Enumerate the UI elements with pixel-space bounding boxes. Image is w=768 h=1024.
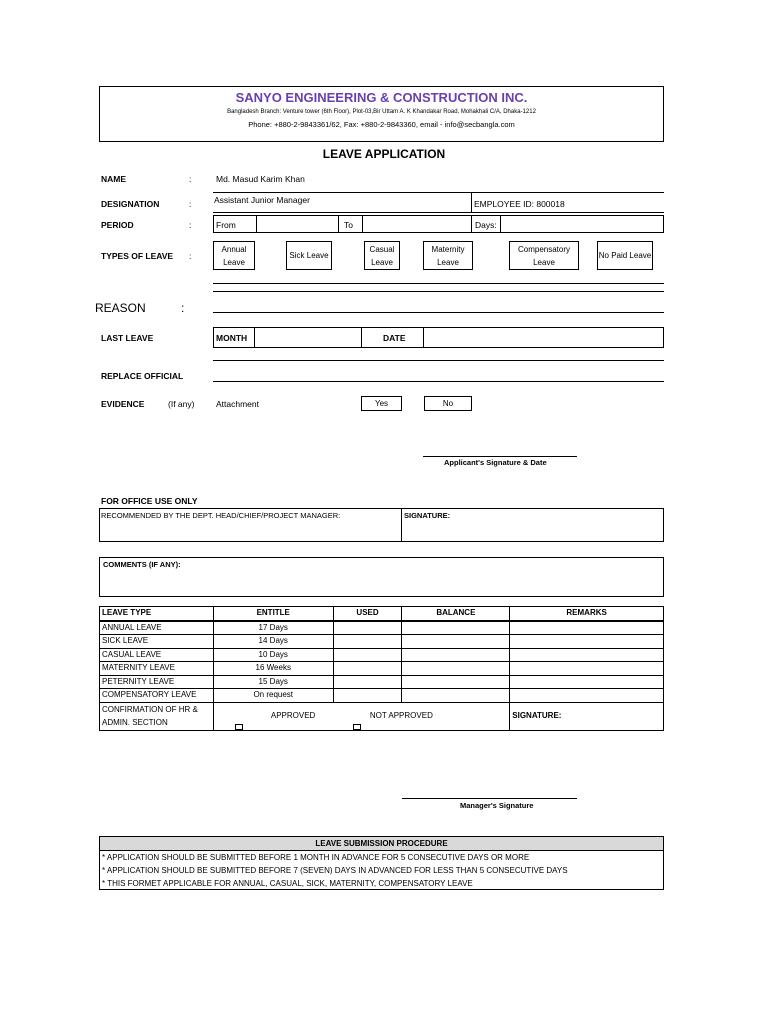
reason-input-line[interactable] — [213, 312, 664, 313]
designation-value[interactable]: Assistant Junior Manager — [214, 195, 310, 205]
from-input[interactable] — [256, 215, 339, 233]
designation-label: DESIGNATION — [101, 199, 160, 209]
applicant-signature-label: Applicant's Signature & Date — [444, 458, 547, 467]
entitle-cell: On request — [213, 689, 333, 703]
used-cell[interactable] — [333, 621, 402, 635]
leave-type-cell: COMPENSATORY LEAVE — [100, 689, 214, 703]
leave-type-compensatory[interactable]: Compensatory Leave — [509, 241, 579, 270]
company-contact: Phone: +880-2-9843361/62, Fax: +880-2-9843360, email - info@secbangla.com — [248, 120, 515, 129]
entitle-cell: 15 Days — [213, 675, 333, 689]
manager-signature-line — [402, 798, 577, 799]
yes-box[interactable]: Yes — [361, 396, 402, 411]
designation-bottom-line — [213, 212, 664, 213]
approved-checkbox[interactable] — [235, 724, 243, 730]
table-header-row — [100, 607, 664, 621]
remarks-cell[interactable] — [510, 675, 664, 689]
used-cell[interactable] — [333, 662, 402, 676]
date-label: DATE — [383, 333, 406, 343]
header-remarks: REMARKS — [510, 607, 664, 621]
replace-top-line — [213, 360, 664, 361]
period-colon: : — [189, 220, 192, 230]
types-colon: : — [189, 251, 192, 261]
remarks-cell[interactable] — [510, 621, 664, 635]
manager-signature-label: Manager's Signature — [460, 801, 534, 810]
recommended-divider — [401, 508, 402, 542]
balance-cell[interactable] — [402, 662, 510, 676]
to-input[interactable] — [362, 215, 472, 233]
table-row — [100, 648, 664, 662]
designation-top-line — [213, 192, 664, 193]
reason-line-2 — [213, 291, 664, 292]
remarks-cell[interactable] — [510, 689, 664, 703]
if-any-label: (If any) — [168, 399, 195, 409]
form-title: LEAVE APPLICATION — [322, 147, 446, 161]
table-row — [100, 635, 664, 649]
leave-type-sick[interactable]: Sick Leave — [286, 241, 332, 270]
name-value[interactable]: Md. Masud Karim Khan — [216, 174, 305, 184]
evidence-label: EVIDENCE — [101, 399, 145, 409]
header-leave-type: LEAVE TYPE — [100, 607, 214, 621]
entitle-cell: 10 Days — [213, 648, 333, 662]
not-approved-label: NOT APPROVED — [369, 710, 433, 720]
reason-colon: : — [181, 301, 185, 315]
reason-line-1 — [213, 283, 664, 284]
company-address: Bangladesh Branch: Venture tower (6th Floor), Plot-03,Bir Uttam A. K Khandakar Road, Mohakhali C/A, Dhaka-1212 — [227, 109, 536, 115]
replace-input-line[interactable] — [213, 381, 664, 382]
leave-type-maternity[interactable]: Maternity Leave — [423, 241, 473, 270]
used-cell[interactable] — [333, 635, 402, 649]
reason-label: REASON — [95, 301, 146, 315]
approval-cell — [213, 702, 509, 730]
table-row — [100, 662, 664, 676]
recommended-signature-label: SIGNATURE: — [404, 511, 451, 520]
header-entitle: ENTITLE — [213, 607, 333, 621]
leave-table — [99, 606, 664, 731]
name-colon: : — [189, 174, 192, 184]
office-use-heading: FOR OFFICE USE ONLY — [101, 496, 198, 506]
entitle-cell: 14 Days — [213, 635, 333, 649]
month-label: MONTH — [216, 333, 248, 343]
remarks-cell[interactable] — [510, 662, 664, 676]
leave-type-cell: ANNUAL LEAVE — [100, 621, 214, 635]
days-label: Days: — [475, 220, 497, 230]
remarks-cell[interactable] — [510, 648, 664, 662]
no-box[interactable]: No — [424, 396, 472, 411]
procedure-item: * APPLICATION SHOULD BE SUBMITTED BEFORE 1 MONTH IN ADVANCE FOR 5 CONSECUTIVE DAYS OR MORE — [102, 853, 530, 862]
not-approved-checkbox[interactable] — [353, 724, 361, 730]
used-cell[interactable] — [333, 648, 402, 662]
days-input[interactable] — [500, 215, 664, 233]
leave-type-annual[interactable]: Annual Leave — [213, 241, 255, 270]
attachment-label: Attachment — [216, 399, 259, 409]
table-row — [100, 689, 664, 703]
used-cell[interactable] — [333, 689, 402, 703]
balance-cell[interactable] — [402, 635, 510, 649]
procedure-heading: LEAVE SUBMISSION PROCEDURE — [100, 837, 663, 851]
confirmation-label-1: CONFIRMATION OF HR & — [102, 705, 198, 714]
applicant-signature-line — [423, 456, 577, 457]
entitle-cell: 17 Days — [213, 621, 333, 635]
last-leave-label: LAST LEAVE — [101, 333, 154, 343]
to-label: To — [344, 220, 353, 230]
balance-cell[interactable] — [402, 675, 510, 689]
types-of-leave-label: TYPES OF LEAVE — [101, 251, 174, 261]
remarks-cell[interactable] — [510, 635, 664, 649]
leave-type-no-paid[interactable]: No Paid Leave — [597, 241, 653, 270]
comments-label: COMMENTS (IF ANY): — [103, 560, 181, 569]
comments-box[interactable] — [99, 557, 664, 597]
used-cell[interactable] — [333, 675, 402, 689]
procedure-box — [99, 836, 664, 890]
procedure-item: * APPLICATION SHOULD BE SUBMITTED BEFORE 7 (SEVEN) DAYS IN ADVANCED FOR LESS THAN 5 CONSECUTIVE DAYS — [102, 866, 568, 875]
table-row — [100, 621, 664, 635]
leave-type-cell: MATERNITY LEAVE — [100, 662, 214, 676]
designation-colon: : — [189, 199, 192, 209]
table-row — [100, 675, 664, 689]
procedure-item: * THIS FORMET APPLICABLE FOR ANNUAL, CASUAL, SICK, MATERNITY, COMPENSATORY LEAVE — [102, 879, 473, 888]
leave-type-cell: SICK LEAVE — [100, 635, 214, 649]
approved-label: APPROVED — [270, 710, 316, 720]
entitle-cell: 16 Weeks — [213, 662, 333, 676]
period-label: PERIOD — [101, 220, 134, 230]
hr-signature-cell: SIGNATURE: — [510, 702, 664, 730]
confirmation-cell — [100, 702, 214, 730]
balance-cell[interactable] — [402, 648, 510, 662]
company-name: SANYO ENGINEERING & CONSTRUCTION INC. — [235, 90, 528, 105]
balance-cell[interactable] — [402, 621, 510, 635]
designation-divider — [471, 192, 472, 212]
recommended-label: RECOMMENDED BY THE DEPT. HEAD/CHIEF/PROJECT MANAGER: — [101, 511, 341, 520]
month-input[interactable] — [254, 327, 362, 348]
header-balance: BALANCE — [402, 607, 510, 621]
from-label: From — [216, 220, 236, 230]
company-header — [99, 86, 664, 142]
leave-type-cell: CASUAL LEAVE — [100, 648, 214, 662]
name-label: NAME — [101, 174, 127, 184]
leave-type-cell: PETERNITY LEAVE — [100, 675, 214, 689]
replace-official-label: REPLACE OFFICIAL — [101, 371, 184, 381]
date-input[interactable] — [423, 327, 664, 348]
balance-cell[interactable] — [402, 689, 510, 703]
confirmation-row — [100, 702, 664, 730]
confirmation-label-2: ADMIN. SECTION — [102, 718, 168, 727]
header-used: USED — [333, 607, 402, 621]
leave-type-casual[interactable]: Casual Leave — [364, 241, 400, 270]
employee-id: EMPLOYEE ID: 800018 — [474, 199, 565, 209]
